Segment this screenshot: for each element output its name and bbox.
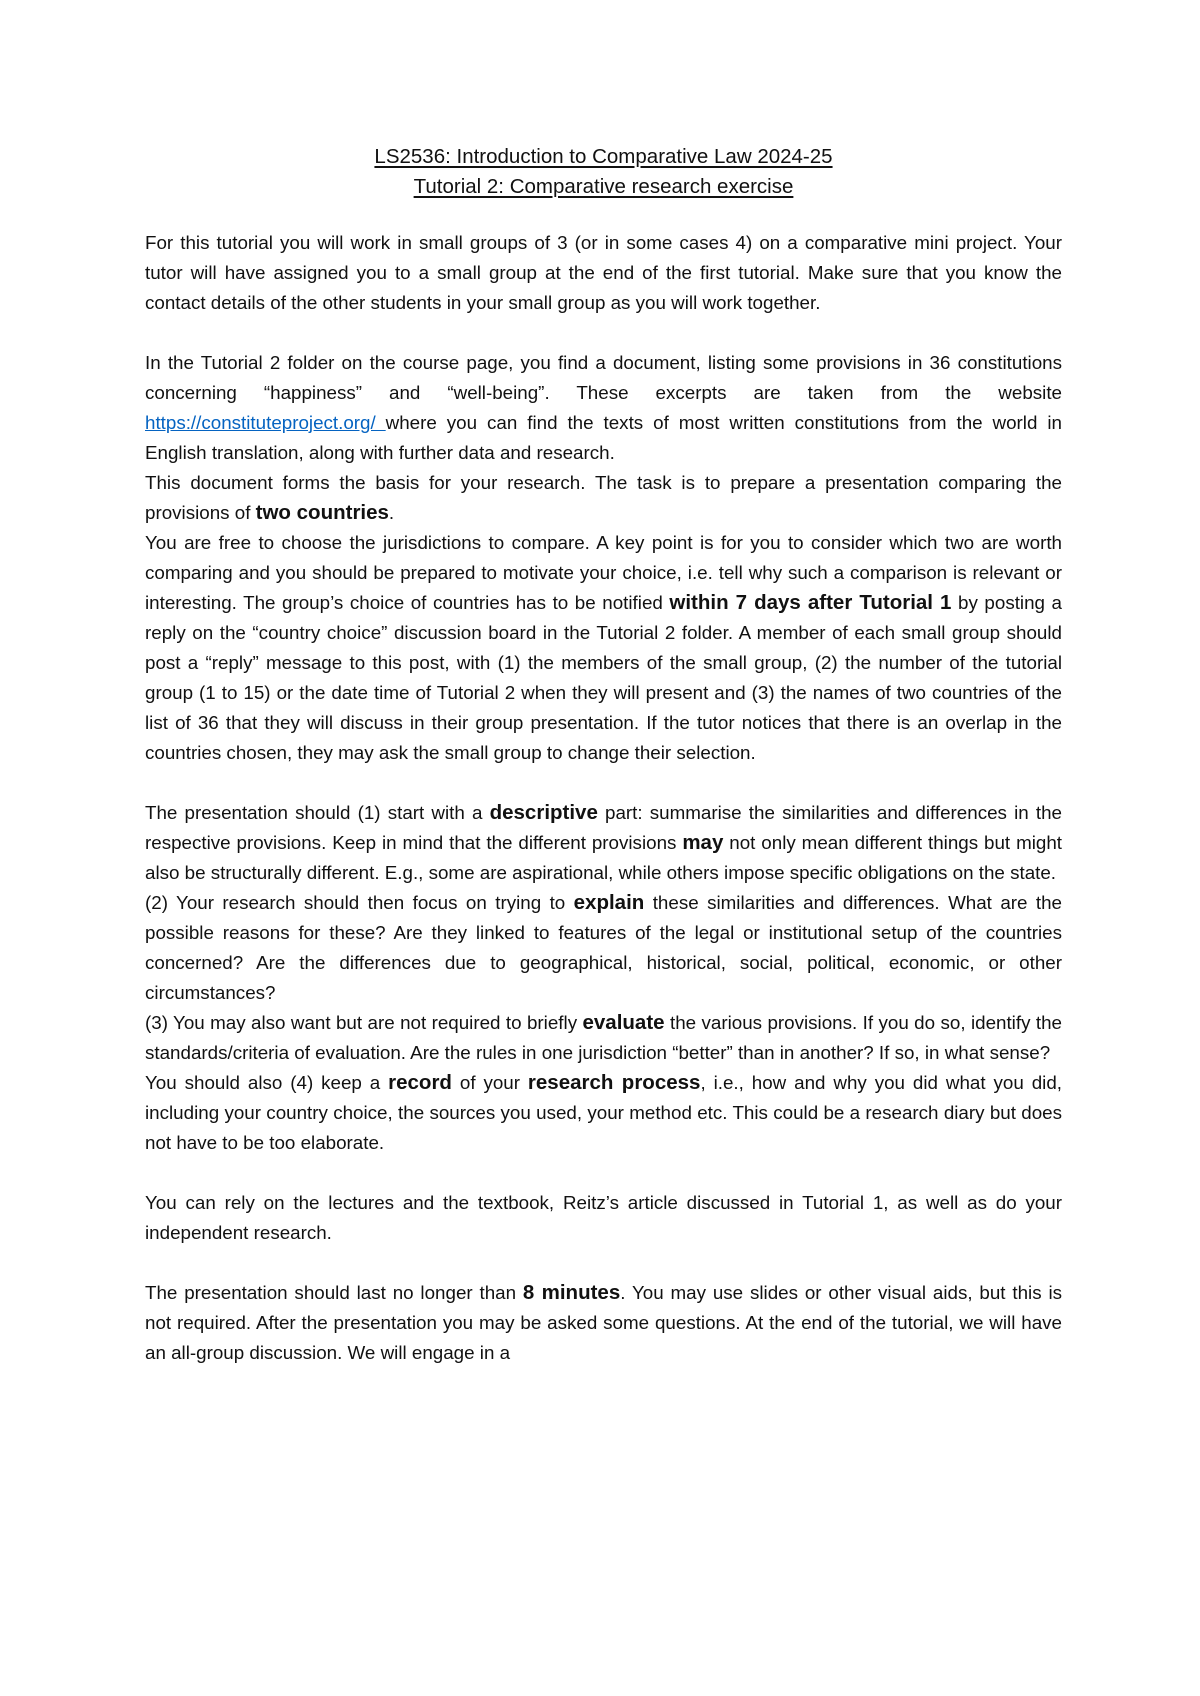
text-run: . (388, 502, 395, 523)
text-run: . You may use slides or other visual aids, but this is not required. After the presentation you may be asked some questions. At the end of the tutorial, we will have an all-group discussion. We will engage in a (145, 1282, 1063, 1363)
choice-paragraph (145, 528, 1062, 768)
title-block (145, 142, 1062, 202)
text-run: (2) Your research should then focus on trying to (145, 892, 574, 913)
evaluate-paragraph (145, 1008, 1062, 1068)
sources-paragraph: You can rely on the lectures and the textbook, Reitz’s article discussed in Tutorial 1, as well as do your independent research. (145, 1192, 1062, 1243)
constituteproject-link[interactable]: https://constituteproject.org/ (145, 412, 386, 433)
bold-run: explain (573, 891, 645, 914)
bold-run: may (682, 831, 724, 854)
paragraph-gap (145, 1248, 1062, 1278)
text-run: The presentation should (1) start with a (145, 802, 490, 823)
paragraph-gap (145, 318, 1062, 348)
text-run: part: summarise the similarities and differences in the respective provisions. Keep in mind that the different provisions (145, 802, 1062, 853)
bold-run: evaluate (582, 1011, 665, 1034)
bold-run: two countries (255, 501, 389, 524)
text-run: In the Tutorial 2 folder on the course page, you find a document, listing some provisions in 36 constitutions concerning “happiness” and “well-being”. These excerpts are taken from the website (145, 352, 1062, 403)
paragraph-gap (145, 1158, 1062, 1188)
text-run: not only mean different things but might also be structurally different. E.g., some are aspirational, while others impose specific obligations on the state. (145, 832, 1062, 883)
text-run: where you can find the texts of most written constitutions from the world in English translation, along with further data and research. (145, 412, 1062, 463)
text-run: (3) You may also want but are not required to briefly (145, 1012, 583, 1033)
text-run: This document forms the basis for your research. The task is to prepare a presentation comparing the provisions of (145, 472, 1062, 523)
text-run: You are free to choose the jurisdictions to compare. A key point is for you to consider which two are worth comparing and you should be prepared to motivate your choice, i.e. tell why such a comparison is relevant or interesting. The group’s choice of countries has to be notified (145, 532, 1062, 613)
bold-run: descriptive (489, 801, 598, 824)
task-paragraph (145, 468, 1062, 528)
text-run: You should also (4) keep a (145, 1072, 389, 1093)
text-run: by posting a reply on the “country choice” discussion board in the Tutorial 2 folder. A member of each small group should post a “reply” message to this post, with (1) the members of the small group, (2) the number of the tutorial group (1 to 15) or the date time of Tutorial 2 when they will present and (3) the names of two countries of the list of 36 that they will discuss in their group presentation. If the tutor notices that there is an overlap in the countries chosen, they may ask the small group to change their selection. (145, 592, 1063, 763)
text-run: of your (451, 1072, 528, 1093)
text-run: The presentation should last no longer than (145, 1282, 523, 1303)
document-paragraph (145, 348, 1062, 468)
text-run: these similarities and differences. What are the possible reasons for these? Are they linked to features of the legal or institutional setup of the countries concerned? Are the differences due to geographical, historical, social, political, economic, or other circumstances? (145, 892, 1062, 1003)
bold-run: within 7 days after Tutorial 1 (669, 591, 952, 614)
explain-paragraph (145, 888, 1062, 1008)
bold-run: 8 minutes (522, 1281, 621, 1304)
paragraph-gap (145, 768, 1062, 798)
tutorial-title: Tutorial 2: Comparative research exercise (413, 175, 794, 198)
presentation-paragraph (145, 1278, 1062, 1368)
bold-run: record (388, 1071, 452, 1094)
bold-run: research process (527, 1071, 701, 1094)
record-paragraph (145, 1068, 1062, 1158)
descriptive-paragraph (145, 798, 1062, 888)
text-run: , i.e., how and why you did what you did, including your country choice, the sources you used, your method etc. This could be a research diary but does not have to be too elaborate. (145, 1072, 1062, 1153)
course-title: LS2536: Introduction to Comparative Law 2024-25 (374, 145, 833, 168)
intro-paragraph: For this tutorial you will work in small groups of 3 (or in some cases 4) on a comparative mini project. Your tutor will have assigned you to a small group at the end of the first tutorial. Make sure that you know the contact details of the other students in your small group as you will work together. (145, 232, 1062, 313)
text-run: the various provisions. If you do so, identify the standards/criteria of evaluation. Are the rules in one jurisdiction “better” than in another? If so, in what sense? (145, 1012, 1062, 1063)
